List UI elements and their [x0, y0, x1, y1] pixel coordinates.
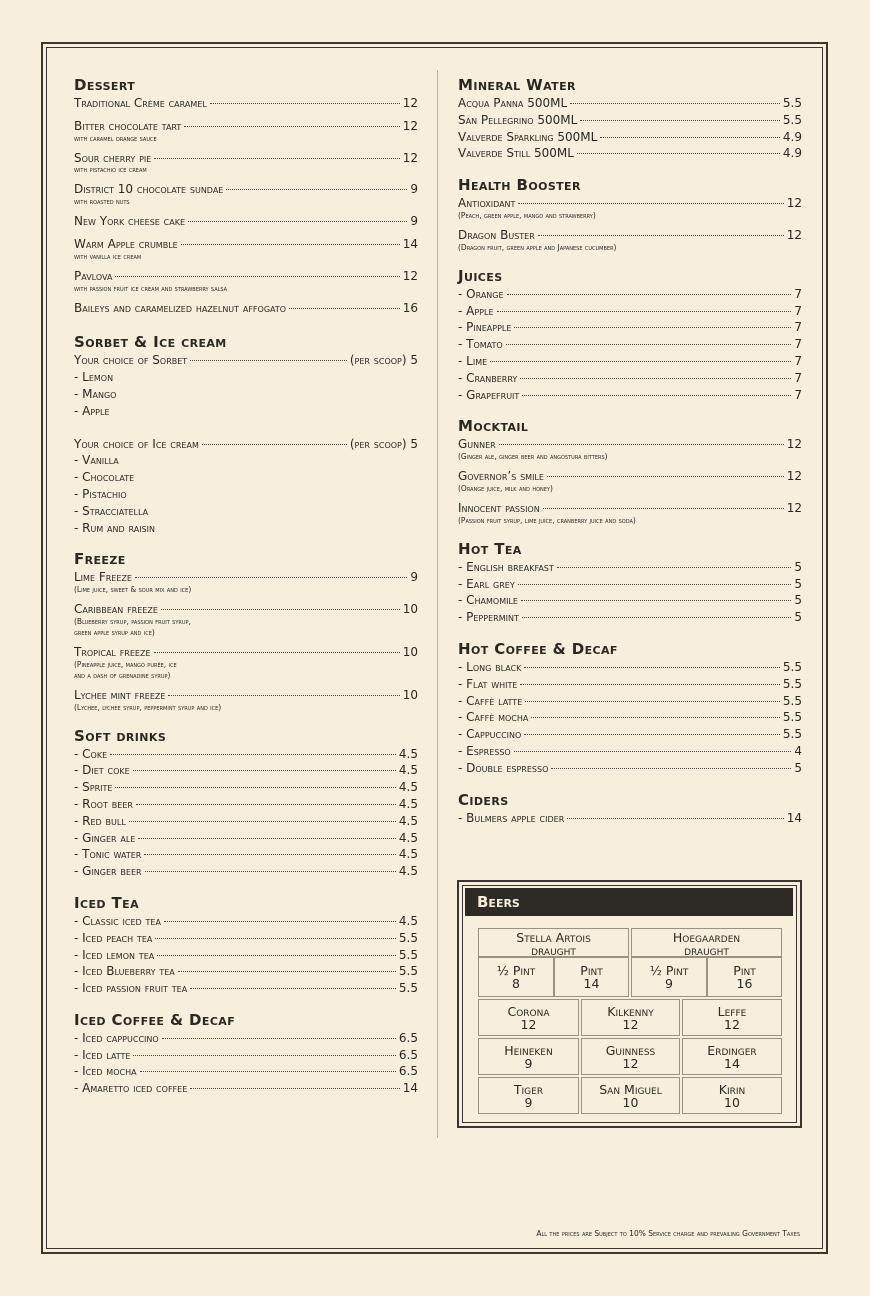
menu-item: - Diet coke 4.5: [74, 763, 418, 778]
menu-item: New York cheese cake 9: [74, 214, 418, 229]
item-description: green apple syrup and ice): [74, 627, 155, 637]
menu-item: - Coke 4.5: [74, 746, 418, 761]
menu-item: - Iced peach tea 5.5: [74, 930, 418, 945]
beer-cell: Kilkenny 12: [581, 999, 680, 1036]
menu-item: Dragon Buster 12: [458, 227, 802, 242]
menu-item: - Classic iced tea 4.5: [74, 913, 418, 928]
item-description: with pistachio ice cream: [74, 165, 147, 175]
menu-item: - Orange 7: [458, 286, 802, 301]
menu-item: - Tonic water 4.5: [74, 847, 418, 862]
menu-item: - Root beer 4.5: [74, 796, 418, 811]
item-description: with vanilla ice cream: [74, 251, 142, 261]
beer-cell: Tiger 9: [478, 1077, 579, 1114]
item-description: with roasted nuts: [74, 197, 130, 207]
list-item: - Apple: [74, 403, 110, 418]
menu-item: - Pineapple 7: [458, 320, 802, 335]
right-column: [458, 75, 802, 826]
beer-cell: San Miguel 10: [581, 1077, 680, 1114]
beer-price-cell: Pint 16: [707, 957, 782, 997]
beer-cell: Corona 12: [478, 999, 579, 1036]
menu-item: - Espresso 4: [458, 743, 802, 758]
menu-item: - Sprite 4.5: [74, 780, 418, 795]
beer-draught-hoegaarden: Hoegaarden draught: [631, 928, 782, 957]
ice-cream-choice: Your choice of Ice cream (per scoop) 5: [74, 436, 418, 451]
menu-item: - Bulmers apple cider 14: [458, 810, 802, 825]
list-item: - Mango: [74, 386, 117, 401]
item-description: (Passion fruit syrup, lime juice, cranberry juice and soda): [458, 515, 636, 525]
menu-item: Caribbean freeze 10: [74, 602, 418, 617]
list-item: - Stracciatella: [74, 503, 149, 518]
menu-item: - Caffè latte 5.5: [458, 693, 802, 708]
list-item: - Chocolate: [74, 470, 135, 485]
menu-item: - Iced passion fruit tea 5.5: [74, 981, 418, 996]
section-title-freeze: Freeze: [74, 550, 126, 569]
item-description: with caramel orange sauce: [74, 133, 157, 143]
menu-item: - Iced lemon tea 5.5: [74, 947, 418, 962]
menu-item: - Ginger ale 4.5: [74, 830, 418, 845]
sorbet-choice: Your choice of Sorbet (per scoop) 5: [74, 353, 418, 368]
menu-item: Governor’s smile 12: [458, 469, 802, 484]
menu-item: - Grapefruit 7: [458, 387, 802, 402]
footer-note: All the prices are Subject to 10% Service charge and prevailing Government Taxes: [536, 1229, 800, 1238]
menu-item: Lychee mint freeze 10: [74, 687, 418, 702]
item-description: and a dash of grenadine syrup): [74, 670, 171, 680]
menu-item: - Iced mocha 6.5: [74, 1064, 418, 1079]
item-description: with passion fruit ice cream and strawberry salsa: [74, 283, 228, 293]
menu-item: - English breakfast 5: [458, 559, 802, 574]
list-item: - Lemon: [74, 370, 114, 385]
beer-cell: Heineken 9: [478, 1038, 579, 1075]
section-title-soft-drinks: Soft drinks: [74, 726, 167, 745]
menu-item: Bitter chocolate tart 12: [74, 118, 418, 133]
menu-item: Traditional Crème caramel 12: [74, 96, 418, 110]
menu-item: - Iced cappuccino 6.5: [74, 1030, 418, 1045]
menu-item: - Double espresso 5: [458, 760, 802, 775]
beer-cell: Erdinger 14: [682, 1038, 782, 1075]
beer-cell: Leffe 12: [682, 999, 782, 1036]
menu-item: - Cappuccino 5.5: [458, 727, 802, 742]
menu-item: Warm Apple crumble 14: [74, 236, 418, 251]
dessert-list: [74, 95, 418, 316]
item-description: (Pineapple juice, mango purée, ice: [74, 659, 177, 669]
item-description: (Ginger ale, ginger beer and angostura bitters): [458, 452, 608, 462]
section-title-iced-coffee: Iced Coffee & Decaf: [74, 1010, 236, 1029]
menu-item: - Peppermint 5: [458, 610, 802, 625]
beer-draught-stella: Stella Artois draught: [478, 928, 629, 957]
menu-item: - Amaretto iced coffee 14: [74, 1081, 418, 1096]
beer-price-cell: ½ Pint 8: [478, 957, 554, 997]
item-description: (Orange juice, milk and honey): [458, 483, 553, 493]
list-item: - Vanilla: [74, 453, 119, 468]
beer-price-cell: ½ Pint 9: [631, 957, 707, 997]
left-column: [74, 75, 418, 1097]
menu-item: - Cranberry 7: [458, 370, 802, 385]
menu-item: Valverde Still 500ML 4.9: [458, 146, 802, 161]
item-description: (Blueberry syrup, passion fruit syrup,: [74, 616, 191, 626]
menu-item: San Pellegrino 500ML 5.5: [458, 112, 802, 127]
menu-item: - Long black 5.5: [458, 659, 802, 674]
section-title-sorbet: Sorbet & Ice cream: [74, 333, 227, 352]
section-title-hot-tea: Hot Tea: [458, 539, 522, 558]
menu-item: Gunner 12: [458, 437, 802, 452]
list-item: - Pistachio: [74, 486, 127, 501]
menu-item: Tropical freeze 10: [74, 644, 418, 659]
menu-item: - Red bull 4.5: [74, 813, 418, 828]
menu-item: - Lime 7: [458, 353, 802, 368]
menu-item: Baileys and caramelized hazelnut affogato 16: [74, 300, 418, 315]
beer-cell: Guinness 12: [581, 1038, 680, 1075]
section-title-iced-tea: Iced Tea: [74, 893, 139, 912]
beer-price-cell: Pint 14: [554, 957, 629, 997]
column-divider: [437, 70, 438, 1138]
menu-item: - Iced Blueberry tea 5.5: [74, 964, 418, 979]
beer-cell: Kirin 10: [682, 1077, 782, 1114]
menu-item: - Flat white 5.5: [458, 676, 802, 691]
menu-item: - Earl grey 5: [458, 576, 802, 591]
item-description: (Dragon fruit, green apple and Japanese cucumber): [458, 242, 617, 252]
menu-item: - Chamomile 5: [458, 593, 802, 608]
menu-item: Pavlova 12: [74, 268, 418, 283]
section-title-health-booster: Health Booster: [458, 176, 581, 195]
section-title-ciders: Ciders: [458, 790, 509, 809]
menu-item: Acqua Panna 500ML 5.5: [458, 96, 802, 110]
menu-item: - Apple 7: [458, 303, 802, 318]
item-description: (Lychee, lychee syrup, peppermint syrup and ice): [74, 702, 222, 712]
section-title-dessert: Dessert: [74, 76, 136, 94]
menu-item: Valverde Sparkling 500ML 4.9: [458, 129, 802, 144]
menu-item: - Caffè mocha 5.5: [458, 710, 802, 725]
menu-item: - Tomato 7: [458, 337, 802, 352]
list-item: - Rum and raisin: [74, 520, 155, 535]
menu-item: Innocent passion 12: [458, 500, 802, 515]
section-title-juices: Juices: [458, 266, 503, 285]
item-description: (Peach, green apple, mango and strawberry): [458, 210, 596, 220]
item-description: (Lime juice, sweet & sour mix and ice): [74, 585, 192, 595]
menu-item: - Iced latte 6.5: [74, 1047, 418, 1062]
section-title-hot-coffee: Hot Coffee & Decaf: [458, 639, 618, 658]
menu-item: District 10 chocolate sundae 9: [74, 182, 418, 197]
menu-item: Antioxidant 12: [458, 196, 802, 211]
beers-header: Beers: [465, 888, 793, 916]
menu-item: - Ginger beer 4.5: [74, 864, 418, 879]
menu-item: Lime Freeze 9: [74, 570, 418, 585]
section-title-mocktail: Mocktail: [458, 417, 529, 436]
section-title-mineral-water: Mineral Water: [458, 76, 576, 94]
menu-item: Sour cherry pie 12: [74, 150, 418, 165]
